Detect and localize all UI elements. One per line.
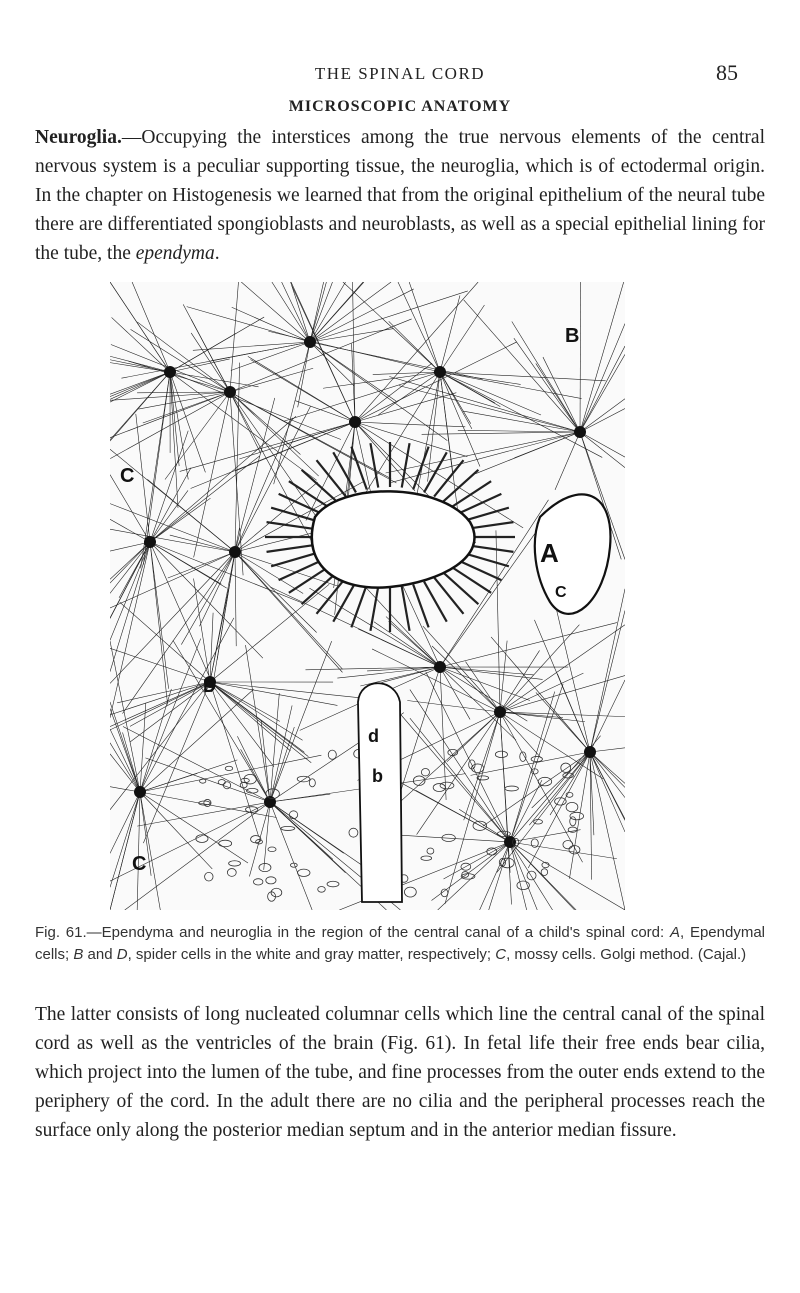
glia-cell-body: [574, 426, 586, 438]
label-c-bottom: C: [132, 853, 147, 875]
running-title: THE SPINAL CORD: [314, 64, 486, 83]
label-d-small: d: [368, 726, 379, 746]
label-b: B: [565, 325, 580, 347]
glia-cell-body: [349, 416, 361, 428]
label-b-small: b: [372, 766, 383, 786]
page-number: 85: [716, 60, 738, 85]
glia-cell-body: [504, 836, 516, 848]
glia-cell-body: [584, 746, 596, 758]
figure-61: [110, 282, 625, 910]
paragraph-text: —Occupying the interstices among the true nervous elements of the central nervous system is a peculiar supporting tissue, the neuroglia, which is of ectodermal origin. In the chapter on Histogenesis we learned that from the original epithelium of the neural tube there are differentiated spongioblasts and neuroblasts, as well as a special epithelial lining for the tube, the: [35, 127, 765, 264]
glia-cell-body: [494, 706, 506, 718]
glia-cell-body: [164, 366, 176, 378]
ependyma-term: ependyma: [135, 243, 215, 264]
ependyma-neuroglia-illustration: [110, 282, 625, 910]
glia-cell-body: [304, 336, 316, 348]
label-c-right: C: [555, 584, 567, 601]
label-d: D: [203, 676, 216, 696]
run-in-heading: Neuroglia.: [35, 127, 122, 148]
glia-cell-body: [229, 546, 241, 558]
running-head: [0, 60, 800, 90]
paragraph-neuroglia: Neuroglia.—Occupying the interstices among the true nervous elements of the central nervous system is a peculiar supporting tissue, the neuroglia, which is of ectodermal origin. In the chapter on Histogenesis we learned that from the original epithelium of the neural tube there are differentiated spongioblasts and neuroblasts, as well as a special epithelial lining for the tube, the ependyma.: [35, 127, 765, 264]
section-heading: MICROSCOPIC ANATOMY: [288, 98, 512, 115]
glia-cell-body: [144, 536, 156, 548]
glia-cell-body: [434, 366, 446, 378]
label-a: A: [540, 538, 559, 568]
median-septum: [358, 683, 402, 902]
paragraph-ependyma: The latter consists of long nucleated columnar cells which line the central canal of the spinal cord as well as the ventricles of the brain (Fig. 61). In fetal life their free ends bear cilia, which project into the lumen of the tube, and fine processes from the outer ends extend to the periphery of the cord. In the adult there are no cilia and the peripheral processes reach the surface only along the posterior median septum and in the anterior median fissure.: [35, 1004, 765, 1141]
label-c-left: C: [120, 465, 135, 487]
glia-cell-body: [224, 386, 236, 398]
figure-caption: Fig. 61.—Ependyma and neuroglia in the region of the central canal of a child's spinal cord: A, Ependymal cells; B and D, spider cells in the white and gray matter, respectively; C, mossy cells. Golgi method. (Cajal.): [35, 924, 765, 963]
glia-cell-body: [134, 786, 146, 798]
glia-cell-body: [434, 661, 446, 673]
